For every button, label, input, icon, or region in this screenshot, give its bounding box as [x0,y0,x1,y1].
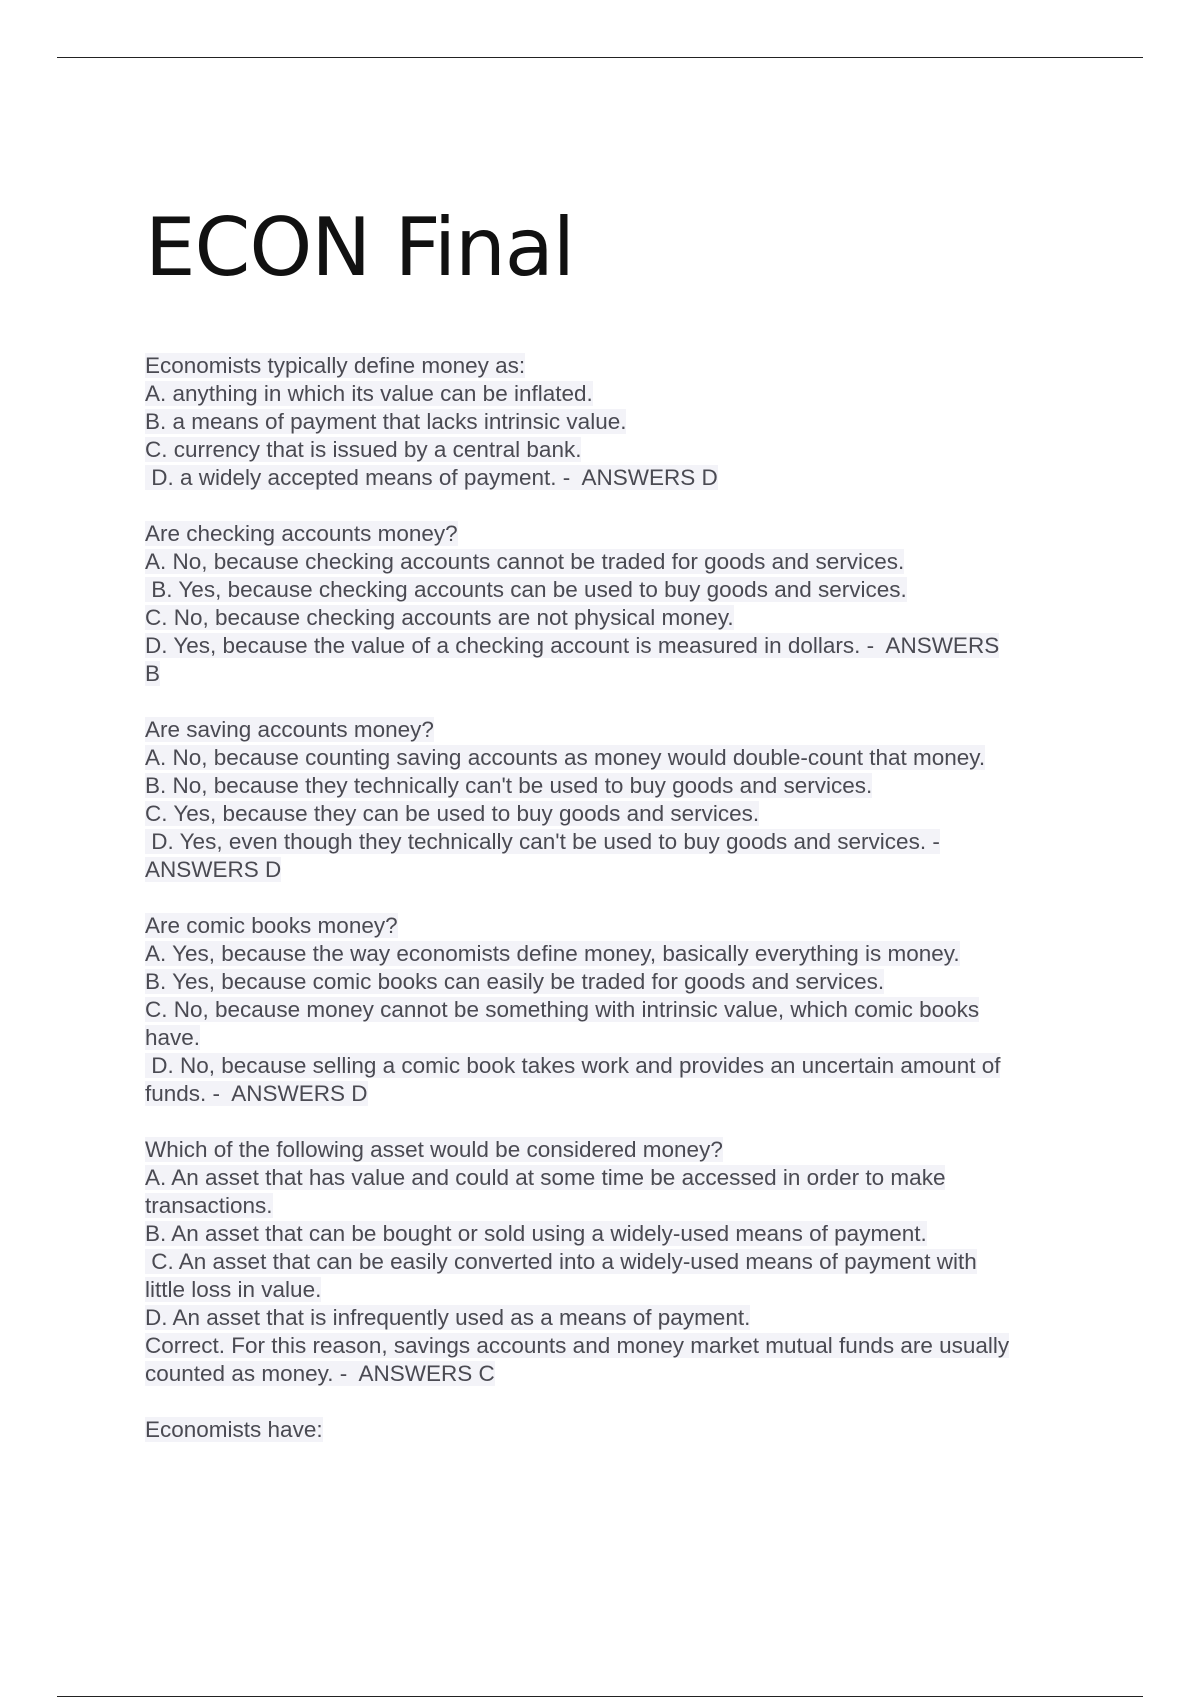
question-6 [145,1416,1085,1444]
answer-option [145,604,1085,632]
answer-option-text: C. No, because money cannot be something with intrinsic value, which comic books [145,997,980,1022]
answer-option-text: B [145,661,161,686]
answer-option [145,1332,1085,1360]
answer-option-text: A. An asset that has value and could at some time be accessed in order to make [145,1165,946,1190]
answer-option-text: D. Yes, even though they technically can't be used to buy goods and services. - [145,829,940,854]
answer-option [145,632,1085,660]
answer-option-text: C. Yes, because they can be used to buy goods and services. [145,801,760,826]
question-line-text: Are saving accounts money? [145,717,434,742]
answer-option-text: funds. - ANSWERS D [145,1081,368,1106]
question-line-text: Are checking accounts money? [145,521,458,546]
answer-option-text: C. currency that is issued by a central bank. [145,437,582,462]
answer-option-text: ANSWERS D [145,857,282,882]
answer-option-text: B. Yes, because checking accounts can be used to buy goods and services. [145,577,907,602]
answer-option [145,548,1085,576]
answer-option [145,968,1085,996]
answer-option [145,408,1085,436]
document-title: ECON Final [145,201,575,294]
question-line [145,352,1085,380]
answer-option-text: A. anything in which its value can be inflated. [145,381,593,406]
question-4 [145,912,1085,1108]
answer-option-text: A. No, because counting saving accounts as money would double-count that money. [145,745,986,770]
question-line [145,1136,1085,1164]
answer-option-text: A. No, because checking accounts cannot be traded for goods and services. [145,549,905,574]
answer-option [145,464,1085,492]
question-line-text: Are comic books money? [145,913,398,938]
question-line [145,520,1085,548]
question-5 [145,1136,1085,1388]
question-2 [145,520,1085,688]
bottom-rule [57,1696,1143,1697]
answer-option [145,856,1085,884]
answer-option-text: C. No, because checking accounts are not physical money. [145,605,734,630]
answer-option-text: D. An asset that is infrequently used as a means of payment. [145,1305,751,1330]
question-list [145,352,1085,1472]
answer-option [145,576,1085,604]
answer-option-text: little loss in value. [145,1277,322,1302]
top-rule [57,57,1143,58]
answer-option [145,940,1085,968]
answer-option [145,380,1085,408]
answer-option-text: C. An asset that can be easily converted into a widely-used means of payment with [145,1249,977,1274]
question-line [145,1416,1085,1444]
question-line [145,716,1085,744]
answer-option [145,800,1085,828]
answer-option [145,436,1085,464]
question-line-text: Economists have: [145,1417,323,1442]
answer-option [145,996,1085,1024]
answer-option-text: B. An asset that can be bought or sold using a widely-used means of payment. [145,1221,927,1246]
answer-option [145,744,1085,772]
answer-option-text: Correct. For this reason, savings accounts and money market mutual funds are usually [145,1333,1010,1358]
answer-option-text: have. [145,1025,201,1050]
answer-option-text: D. No, because selling a comic book takes work and provides an uncertain amount of [145,1053,1001,1078]
answer-option-text: transactions. [145,1193,273,1218]
answer-option [145,1360,1085,1388]
answer-option [145,1248,1085,1276]
answer-option [145,1276,1085,1304]
question-line [145,912,1085,940]
answer-option-text: B. a means of payment that lacks intrinsic value. [145,409,627,434]
question-line-text: Which of the following asset would be considered money? [145,1137,723,1162]
answer-option [145,828,1085,856]
answer-option-text: counted as money. - ANSWERS C [145,1361,495,1386]
question-3 [145,716,1085,884]
question-1 [145,352,1085,492]
answer-option [145,660,1085,688]
answer-option [145,772,1085,800]
answer-option [145,1052,1085,1080]
answer-option [145,1304,1085,1332]
question-line-text: Economists typically define money as: [145,353,526,378]
answer-option [145,1164,1085,1192]
answer-option [145,1192,1085,1220]
answer-option-text: D. a widely accepted means of payment. - ANSWERS D [145,465,718,490]
answer-option-text: A. Yes, because the way economists define money, basically everything is money. [145,941,960,966]
answer-option [145,1024,1085,1052]
answer-option-text: B. No, because they technically can't be used to buy goods and services. [145,773,873,798]
answer-option-text: B. Yes, because comic books can easily be traded for goods and services. [145,969,885,994]
answer-option [145,1220,1085,1248]
answer-option-text: D. Yes, because the value of a checking account is measured in dollars. - ANSWERS [145,633,1000,658]
answer-option [145,1080,1085,1108]
